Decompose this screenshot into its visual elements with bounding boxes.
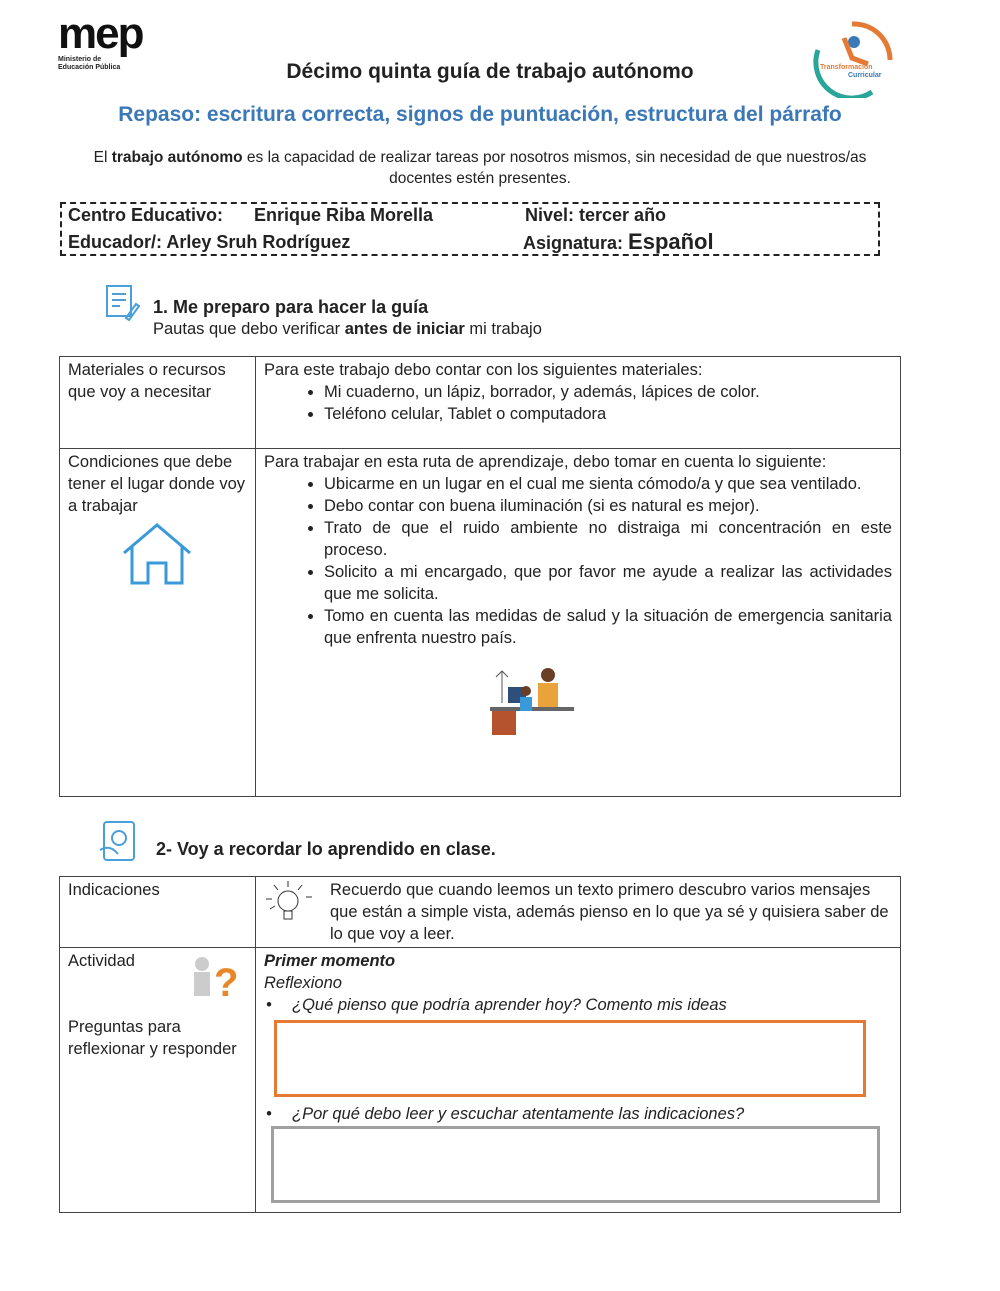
page-subtitle: Repaso: escritura correcta, signos de puntuación, estructura del párrafo bbox=[118, 103, 842, 126]
transformacion-curricular-logo: Transformación Curricular bbox=[812, 20, 894, 98]
indications-text: Recuerdo que cuando leemos un texto primero descubro varios mensajes que están a simple vista, además pienso en lo que ya sé y quisiera saber de lo que voy a leer. bbox=[330, 881, 889, 943]
row-label: Actividad bbox=[68, 952, 135, 970]
list-item: • Teléfono celular, Tablet o computadora bbox=[324, 403, 892, 425]
page-title: Décimo quinta guía de trabajo autónomo bbox=[286, 60, 694, 83]
asignatura: Asignatura: Español bbox=[523, 229, 714, 254]
checklist-icon bbox=[104, 284, 140, 327]
row-label: Indicaciones bbox=[60, 877, 256, 948]
study-illustration bbox=[486, 667, 892, 743]
table-row bbox=[60, 948, 901, 1213]
educador: Educador/: Arley Sruh Rodríguez bbox=[68, 232, 351, 252]
section1-subheading: Pautas que debo verificar antes de iniciar mi trabajo bbox=[153, 320, 542, 338]
svg-text:?: ? bbox=[214, 961, 239, 1004]
row-sublabel: Preguntas para reflexionar y responder bbox=[68, 1018, 237, 1058]
house-icon bbox=[120, 521, 247, 593]
list-item: • Trato de que el ruido ambiente no distraiga mi concentración en este proceso. bbox=[324, 517, 892, 561]
centro-label: Centro Educativo: bbox=[68, 205, 224, 225]
question-2: • ¿Por qué debo leer y escuchar atentamente las indicaciones? bbox=[266, 1105, 745, 1123]
row-content: Para trabajar en esta ruta de aprendizaje, debo tomar en cuenta lo siguiente: • Ubicarme en un lugar en el cual me sienta cómodo/a y que sea ventilado. • Debo contar con buena iluminación (si es natural es mejor). • Trato de que el ruido ambiente no distraiga mi concentración en este proceso. • Solicito a mi encargado, que por favor me ayude a realizar las actividades que me solicita. • Tomo en cuenta las medidas de salud y la situación de emergencia sanitaria que enfrenta nuestro país. bbox=[256, 449, 901, 797]
nivel: Nivel: tercer año bbox=[525, 205, 667, 225]
answer-2-input[interactable] bbox=[271, 1126, 880, 1203]
info-box bbox=[60, 202, 880, 256]
list-item: • Solicito a mi encargado, que por favor me ayude a realizar las actividades que me solicita. bbox=[324, 561, 892, 605]
table-row bbox=[60, 357, 901, 449]
list-item: • Mi cuaderno, un lápiz, borrador, y además, lápices de color. bbox=[324, 381, 892, 403]
list-item: • Ubicarme en un lugar en el cual me sienta cómodo/a y que sea ventilado. bbox=[324, 473, 892, 495]
moment-title: Primer momento bbox=[264, 952, 396, 970]
list-item: • Debo contar con buena iluminación (si es natural es mejor). bbox=[324, 495, 892, 517]
section2-heading: 2- Voy a recordar lo aprendido en clase. bbox=[156, 839, 496, 859]
lightbulb-icon bbox=[260, 879, 320, 935]
intro-text: El trabajo autónomo es la capacidad de realizar tareas por nosotros mismos, sin necesidad de que nuestros/as docentes estén presentes. bbox=[93, 149, 867, 187]
tablet-icon bbox=[98, 820, 140, 869]
preparation-table bbox=[59, 356, 901, 797]
question-1: • ¿Qué pienso que podría aprender hoy? Comento mis ideas bbox=[266, 996, 727, 1014]
section1-heading: 1. Me preparo para hacer la guía bbox=[153, 297, 429, 317]
list-item: • Tomo en cuenta las medidas de salud y la situación de emergencia sanitaria que enfrenta nuestro país. bbox=[324, 605, 892, 649]
mep-logo: mep Ministerio de Educación Pública bbox=[58, 9, 143, 71]
answer-1-input[interactable] bbox=[274, 1020, 866, 1097]
reflexiono-label: Reflexiono bbox=[264, 974, 342, 992]
table-row bbox=[60, 449, 901, 797]
table-row bbox=[60, 877, 901, 948]
activity-table bbox=[59, 876, 901, 1213]
row-content: Para este trabajo debo contar con los siguientes materiales: • Mi cuaderno, un lápiz, borrador, y además, lápices de color. • Teléfono celular, Tablet o computadora bbox=[256, 357, 901, 449]
centro-value: Enrique Riba Morella bbox=[254, 205, 434, 225]
thinking-person-icon bbox=[184, 954, 240, 1010]
row-label: Materiales o recursos que voy a necesitar bbox=[60, 357, 256, 449]
row-label: Condiciones que debe tener el lugar donde voy a trabajar bbox=[68, 453, 246, 515]
